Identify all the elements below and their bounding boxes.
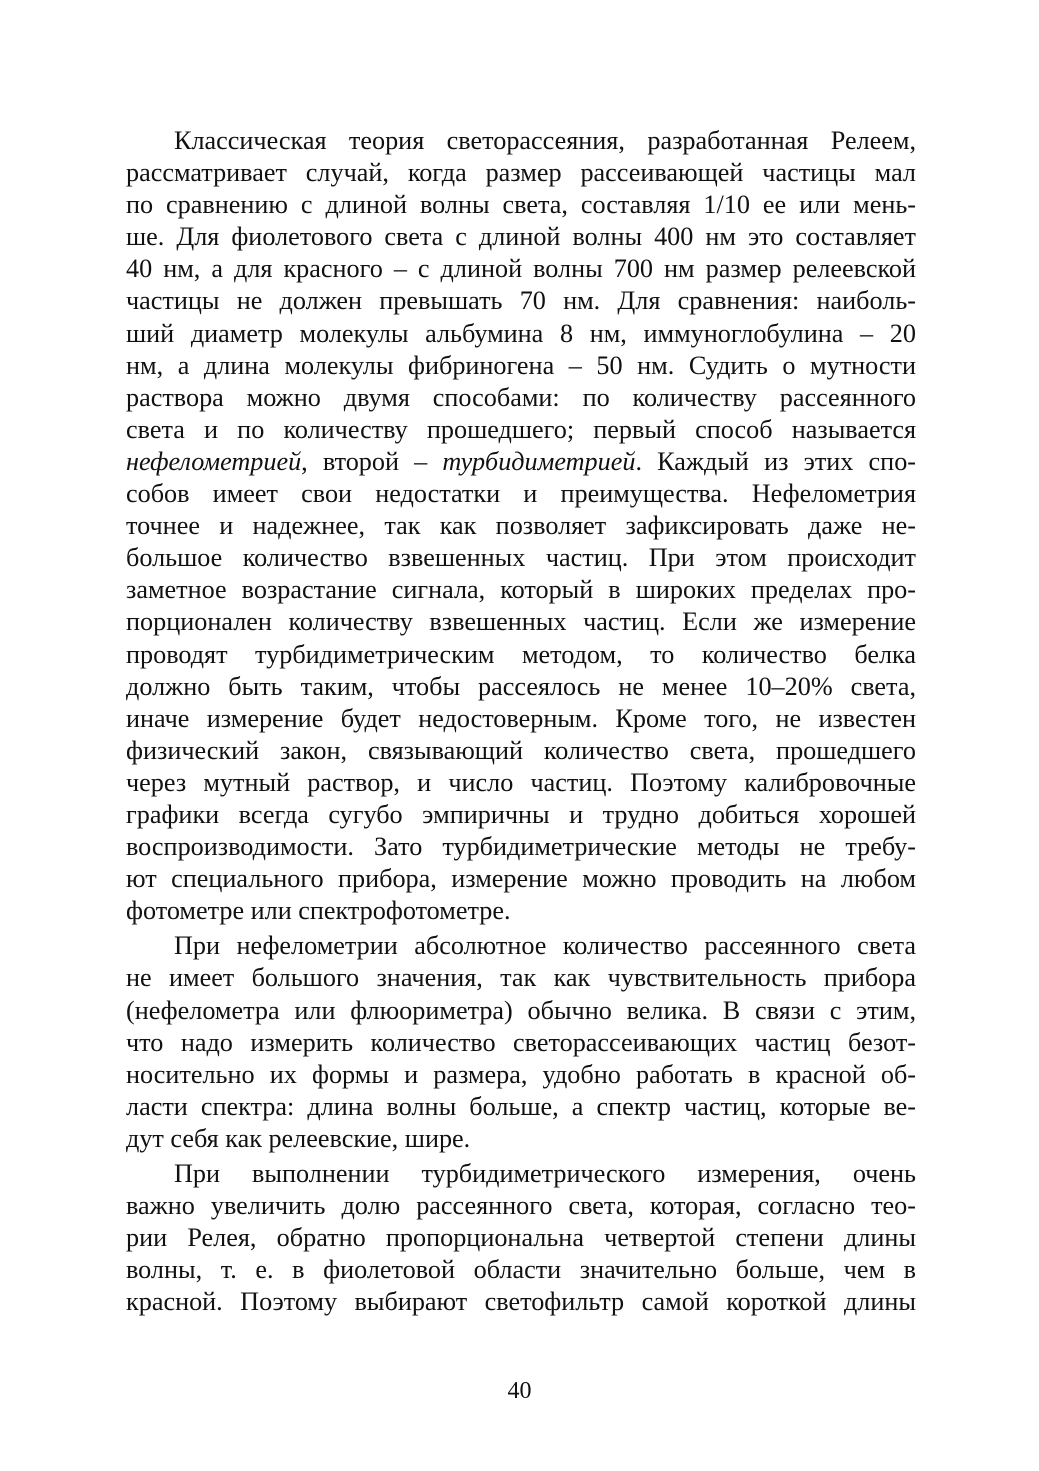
- term-turbidimetry: турбидиметрией: [442, 446, 636, 476]
- paragraph-3: [126, 1158, 916, 1318]
- page-number: 40: [507, 1378, 532, 1404]
- text-line: дут себя как релеевские, шире.: [126, 1123, 471, 1153]
- text-line: рассматривает случай, когда размер рассеивающей частицы мал: [126, 158, 916, 188]
- text-line: (нефелометра или флюориметра) обычно велика. В связи с этим,: [126, 995, 916, 1025]
- document-body: [126, 125, 916, 1318]
- text-line: по сравнению с длиной волны света, составляя 1/10 ее или мень-: [126, 190, 916, 220]
- text-line: При выполнении турбидиметрического измерения, очень: [174, 1159, 916, 1188]
- text-line: При нефелометрии абсолютное количество рассеянного света: [174, 931, 916, 961]
- text-line: 40 нм, а для красного – с длиной волны 700 нм размер релеевской: [126, 254, 916, 284]
- text-line: волны, т. е. в фиолетовой области значительно больше, чем в: [126, 1255, 916, 1285]
- text-line: носительно их формы и размера, удобно работать в красной об-: [126, 1059, 916, 1089]
- text-line: рии Релея, обратно пропорциональна четвертой степени длины: [126, 1223, 916, 1253]
- text-line: света и по количеству прошедшего; первый способ называется: [126, 414, 916, 444]
- text-line: важно увеличить долю рассеянного света, которая, согласно тео-: [126, 1191, 916, 1221]
- text-line: большое количество взвешенных частиц. При этом происходит: [126, 543, 916, 573]
- text-line: ют специального прибора, измерение можно проводить на любом: [126, 864, 916, 894]
- term-nephelometry: нефелометрией: [126, 446, 302, 476]
- text-line: фотометре или спектрофотометре.: [126, 896, 511, 926]
- text-line: Классическая теория светорассеяния, разработанная Релеем,: [174, 126, 916, 155]
- text-fragment: , второй –: [301, 446, 443, 476]
- paragraph-2: [126, 930, 916, 1155]
- text-line: графики всегда сугубо эмпиричны и трудно добиться хорошей: [126, 799, 916, 829]
- text-line: точнее и надежнее, так как позволяет зафиксировать даже не-: [126, 511, 916, 541]
- paragraph-1: [126, 125, 916, 927]
- text-line: иначе измерение будет недостоверным. Кроме того, не известен: [126, 703, 916, 733]
- text-line: раствора можно двумя способами: по количеству рассеянного: [126, 382, 916, 412]
- text-line: должно быть таким, чтобы рассеялось не менее 10–20% света,: [126, 671, 916, 701]
- text-line: ший диаметр молекулы альбумина 8 нм, иммуноглобулина – 20: [126, 318, 916, 348]
- text-line: ше. Для фиолетового света с длиной волны 400 нм это составляет: [126, 222, 916, 252]
- text-line: красной. Поэтому выбирают светофильтр самой короткой длины: [126, 1287, 916, 1317]
- text-line: воспроизводимости. Зато турбидиметрические методы не требу-: [126, 832, 916, 862]
- text-line: ласти спектра: длина волны больше, а спектр частиц, которые ве-: [126, 1091, 916, 1121]
- text-line: нм, а длина молекулы фибриногена – 50 нм. Судить о мутности: [126, 350, 916, 380]
- text-fragment: . Каждый из этих спо-: [635, 446, 916, 476]
- text-line-with-terms: [126, 446, 916, 478]
- text-line: не имеет большого значения, так как чувствительность прибора: [126, 963, 916, 993]
- text-line: заметное возрастание сигнала, который в широких пределах про-: [126, 575, 916, 605]
- text-line: физический закон, связывающий количество света, прошедшего: [126, 735, 916, 765]
- text-line: частицы не должен превышать 70 нм. Для сравнения: наиболь-: [126, 286, 916, 316]
- text-line: что надо измерить количество светорассеивающих частиц безот-: [126, 1027, 916, 1057]
- text-line: порционален количеству взвешенных частиц. Если же измерение: [126, 607, 916, 637]
- text-line: собов имеет свои недостатки и преимущества. Нефелометрия: [126, 479, 916, 509]
- text-line: проводят турбидиметрическим методом, то количество белка: [126, 639, 916, 669]
- text-line: через мутный раствор, и число частиц. Поэтому калибровочные: [126, 767, 916, 797]
